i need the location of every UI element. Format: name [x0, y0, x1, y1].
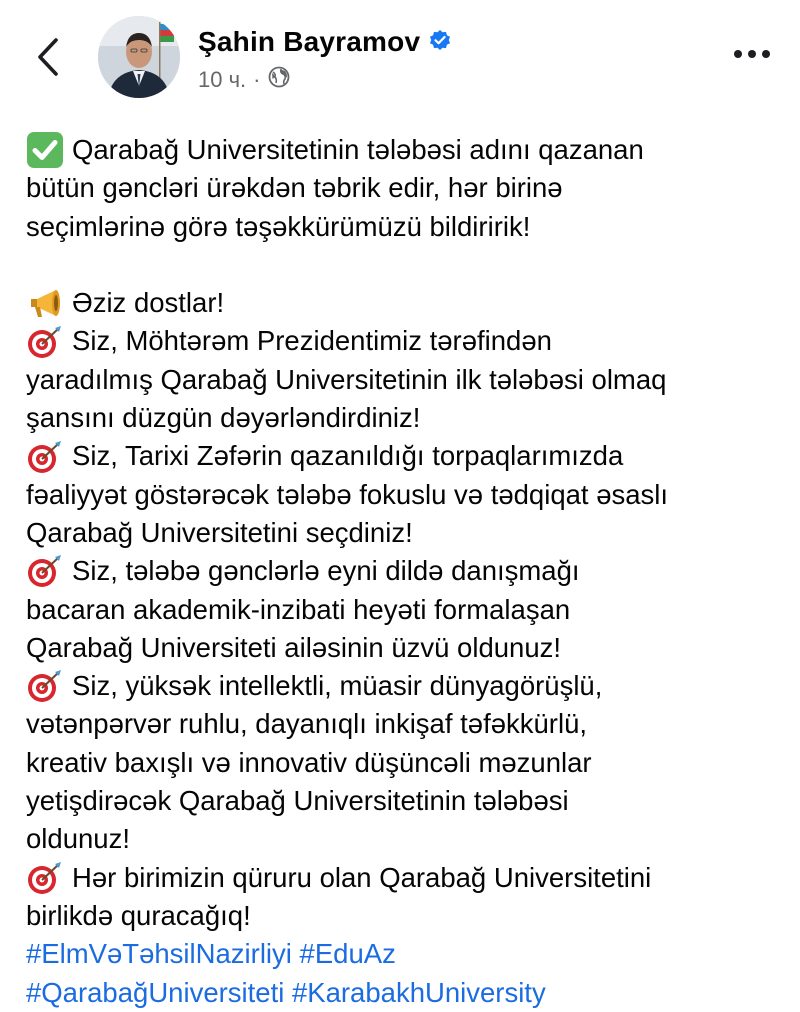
post-line: [26, 131, 786, 169]
meta-separator: ·: [253, 67, 261, 92]
hashtag-link[interactable]: #KarabakhUniversity: [291, 976, 546, 1008]
post-text: birlikdə quracağıq!: [26, 899, 251, 931]
hashtag-link[interactable]: #EduAz: [299, 938, 396, 970]
post-line: [26, 552, 786, 590]
more-options-icon[interactable]: [734, 44, 770, 64]
direct-hit-icon: [26, 859, 64, 897]
hashtag-link[interactable]: #QarabağUniversiteti: [26, 976, 285, 1008]
post-text: Siz, yüksək intellektli, müasir dünyagörüşlü,: [72, 670, 603, 702]
post-line: [26, 208, 786, 246]
direct-hit-icon: [26, 438, 64, 476]
post-text: seçimlərinə görə təşəkkürümüzü bildiririk!: [26, 210, 531, 242]
post-text: bacaran akademik-inzibati heyəti formalaşan: [26, 593, 571, 625]
post-line: [26, 705, 786, 743]
post-line: [26, 591, 786, 629]
globe-icon: [268, 66, 290, 94]
post-line: [26, 782, 786, 820]
post-text: Siz, tələbə gənclərlə eyni dildə danışmağı: [72, 555, 580, 587]
post-text: Hər birimizin qüruru olan Qarabağ Universitetini: [72, 861, 652, 893]
post-line: [26, 744, 786, 782]
post-line: [26, 629, 786, 667]
avatar[interactable]: [98, 16, 180, 98]
post-body: [26, 131, 786, 1012]
direct-hit-icon: [26, 552, 64, 590]
direct-hit-icon: [26, 323, 64, 361]
post-text: şansını düzgün dəyərləndirdiniz!: [26, 402, 421, 434]
post-line: [26, 437, 786, 475]
author-line: [198, 26, 452, 58]
direct-hit-icon: [26, 667, 64, 705]
hashtag-line: [26, 935, 786, 973]
post-text: Qarabağ Universitetini seçdiniz!: [26, 516, 413, 548]
post-meta: [198, 66, 290, 94]
hashtag-link[interactable]: #ElmVəTəhsilNazirliyi: [26, 938, 292, 970]
post-text: Qarabağ Universiteti ailəsinin üzvü oldunuz!: [26, 631, 562, 663]
post-line: [26, 322, 786, 360]
post-line: [26, 667, 786, 705]
post-text: oldunuz!: [26, 823, 130, 855]
verified-badge-icon: [428, 28, 452, 57]
post-line: [26, 859, 786, 897]
post-text: Siz, Tarixi Zəfərin qazanıldığı torpaqlarımızda: [72, 440, 624, 472]
back-chevron-icon[interactable]: [30, 34, 66, 80]
post-line: [26, 399, 786, 437]
post-line: [26, 169, 786, 207]
post-text: kreativ baxışlı və innovativ düşüncəli məzunlar: [26, 746, 592, 778]
post-text: vətənpərvər ruhlu, dayanıqlı inkişaf təfəkkürlü,: [26, 708, 587, 740]
post-line: [26, 284, 786, 322]
post-text: Əziz dostlar!: [72, 287, 225, 319]
post-header: [0, 0, 800, 110]
post-text: Siz, Möhtərəm Prezidentimiz tərəfindən: [72, 325, 552, 357]
post-line: [26, 361, 786, 399]
blank-line: [26, 246, 786, 284]
megaphone-icon: [26, 284, 64, 322]
post-text: yaradılmış Qarabağ Universitetinin ilk tələbəsi olmaq: [26, 363, 667, 395]
post-time[interactable]: 10 ч.: [198, 67, 247, 92]
post-text: fəaliyyət göstərəcək tələbə fokuslu və tədqiqat əsaslı: [26, 478, 669, 510]
post-text: bütün gəncləri ürəkdən təbrik edir, hər birinə: [26, 172, 563, 204]
post-line: [26, 514, 786, 552]
post-line: [26, 897, 786, 935]
post-line: [26, 476, 786, 514]
author-name[interactable]: Şahin Bayramov: [198, 26, 421, 57]
post-line: [26, 820, 786, 858]
check-mark-icon: [26, 131, 64, 169]
post-text: Qarabağ Universitetinin tələbəsi adını qazanan: [72, 134, 644, 165]
post-text: yetişdirəcək Qarabağ Universitetinin tələbəsi: [26, 785, 569, 817]
